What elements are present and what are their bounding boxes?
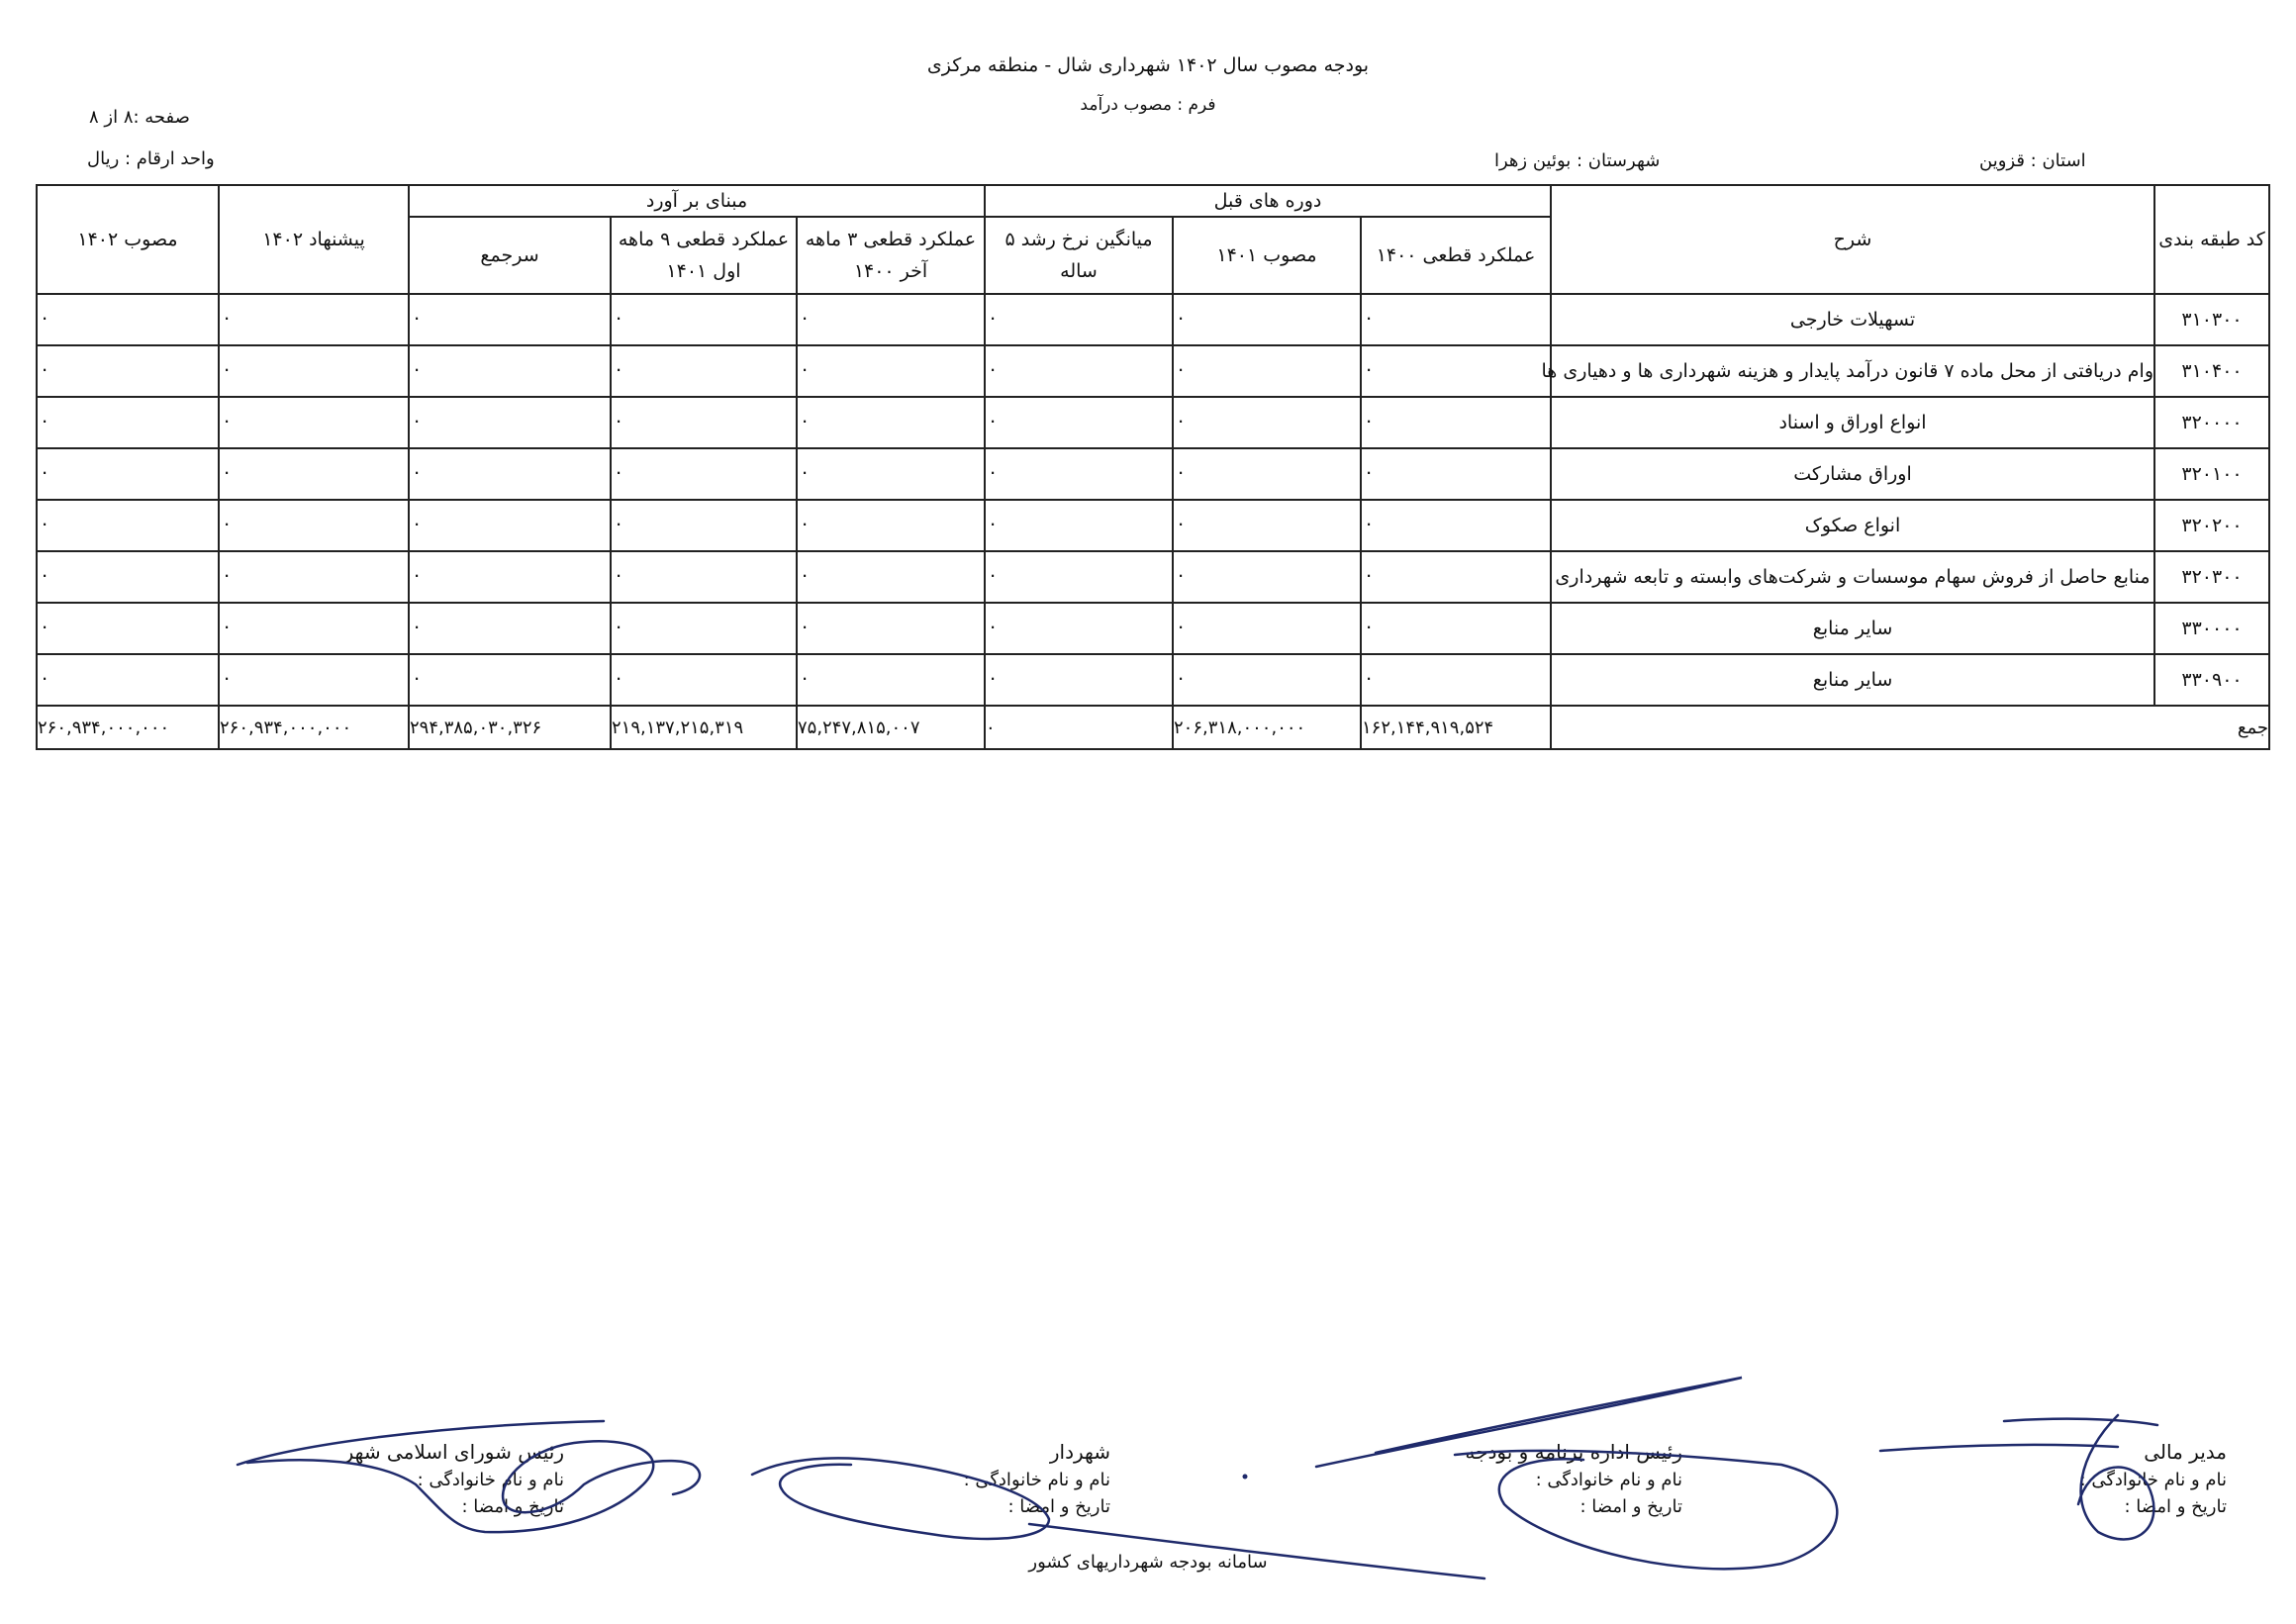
table-row [37,603,2269,654]
cell-avg-growth: ۰ [985,294,1173,345]
page-number: صفحه :۸ از ۸ [89,107,190,128]
county-label: شهرستان : بوئین زهرا [1494,150,1661,171]
cell-total: ۰ [409,500,611,551]
cell-approved-1401: ۰ [1173,603,1361,654]
row-code: ۳۱۰۳۰۰ [2154,294,2269,345]
cell-actual-3m: ۰ [797,448,985,500]
cell-actual-9m: ۰ [611,397,797,448]
signature-budget [1346,1440,1682,1517]
cell-approved-1401: ۰ [1173,397,1361,448]
row-code: ۳۲۰۱۰۰ [2154,448,2269,500]
cell-total: ۰ [409,294,611,345]
cell-avg-growth: ۰ [985,603,1173,654]
cell-total: ۰ [409,654,611,706]
header-avg-growth: میانگین نرخ رشد ۵ ساله [985,217,1173,294]
cell-actual-9m: ۰ [611,603,797,654]
cell-actual-9m: ۰ [611,654,797,706]
signature-budget-name: نام و نام خانوادگی : [1535,1470,1682,1490]
cell-approved-1402: ۰ [37,397,219,448]
cell-approved-1401: ۰ [1173,294,1361,345]
table-row [37,654,2269,706]
cell-actual-3m: ۰ [797,500,985,551]
cell-proposal-1402: ۰ [219,397,409,448]
signature-budget-title: رئیس اداره برنامه و بودجه [1465,1440,1682,1464]
row-code: ۳۳۰۹۰۰ [2154,654,2269,706]
header-approved-1401: مصوب ۱۴۰۱ [1173,217,1361,294]
signature-council [247,1440,564,1517]
signature-budget-date: تاریخ و امضا : [1579,1496,1682,1517]
cell-actual-1400: ۰ [1361,500,1551,551]
row-code: ۳۲۰۰۰۰ [2154,397,2269,448]
cell-approved-1402: ۰ [37,294,219,345]
cell-avg-growth: ۰ [985,345,1173,397]
cell-proposal-1402: ۰ [219,551,409,603]
row-code: ۳۲۰۳۰۰ [2154,551,2269,603]
total-row [37,706,2269,749]
cell-avg-growth: ۰ [985,654,1173,706]
total-label: جمع [1551,706,2269,749]
total-avg-growth: ۰ [985,706,1173,749]
cell-avg-growth: ۰ [985,500,1173,551]
cell-actual-3m: ۰ [797,654,985,706]
cell-proposal-1402: ۰ [219,448,409,500]
budget-table [36,184,2270,750]
cell-approved-1401: ۰ [1173,500,1361,551]
cell-proposal-1402: ۰ [219,603,409,654]
cell-actual-3m: ۰ [797,345,985,397]
cell-total: ۰ [409,551,611,603]
total-sum: ۲۹۴,۳۸۵,۰۳۰,۳۲۶ [409,706,611,749]
cell-proposal-1402: ۰ [219,500,409,551]
header-proposal-1402: پیشنهاد ۱۴۰۲ [219,185,409,294]
table-row [37,551,2269,603]
cell-total: ۰ [409,345,611,397]
cell-actual-1400: ۰ [1361,551,1551,603]
document-title: بودجه مصوب سال ۱۴۰۲ شهرداری شال - منطقه مرکزی [926,54,1370,76]
form-name: فرم : مصوب درآمد [1080,95,1216,115]
cell-actual-1400: ۰ [1361,397,1551,448]
table-row [37,397,2269,448]
signature-mayor-date: تاریخ و امضا : [1007,1496,1110,1517]
header-actual-9m: عملکرد قطعی ۹ ماهه اول ۱۴۰۱ [611,217,797,294]
cell-actual-3m: ۰ [797,603,985,654]
row-description: وام دریافتی از محل ماده ۷ قانون درآمد پایدار و هزینه شهرداری ها و دهیاری ها [1551,345,2154,397]
cell-approved-1402: ۰ [37,448,219,500]
row-code: ۳۲۰۲۰۰ [2154,500,2269,551]
total-proposal-1402: ۲۶۰,۹۳۴,۰۰۰,۰۰۰ [219,706,409,749]
signature-finance-title: مدیر مالی [2144,1440,2227,1464]
cell-actual-1400: ۰ [1361,294,1551,345]
row-code: ۳۱۰۴۰۰ [2154,345,2269,397]
cell-approved-1401: ۰ [1173,345,1361,397]
cell-approved-1402: ۰ [37,603,219,654]
cell-actual-3m: ۰ [797,294,985,345]
cell-approved-1402: ۰ [37,345,219,397]
row-description: انواع اوراق و اسناد [1551,397,2154,448]
cell-approved-1402: ۰ [37,654,219,706]
signature-finance-date: تاریخ و امضا : [2124,1496,2227,1517]
cell-actual-9m: ۰ [611,551,797,603]
header-code: کد طبقه بندی [2154,185,2269,294]
total-approved-1401: ۲۰۶,۳۱۸,۰۰۰,۰۰۰ [1173,706,1361,749]
table-row [37,448,2269,500]
cell-proposal-1402: ۰ [219,345,409,397]
cell-approved-1402: ۰ [37,551,219,603]
cell-actual-9m: ۰ [611,500,797,551]
unit-label: واحد ارقام : ریال [87,148,215,169]
signature-council-date: تاریخ و امضا : [461,1496,564,1517]
cell-actual-3m: ۰ [797,397,985,448]
header-actual-3m: عملکرد قطعی ۳ ماهه آخر ۱۴۰۰ [797,217,985,294]
cell-proposal-1402: ۰ [219,654,409,706]
cell-total: ۰ [409,603,611,654]
header-estimation-basis: مبنای بر آورد [409,185,985,217]
signature-council-title: رئیس شورای اسلامی شهر [343,1440,564,1464]
cell-total: ۰ [409,448,611,500]
signature-mayor [813,1440,1110,1517]
row-description: انواع صکوک [1551,500,2154,551]
cell-actual-9m: ۰ [611,345,797,397]
row-description: سایر منابع [1551,603,2154,654]
province-label: استان : قزوین [1979,150,2086,171]
cell-approved-1402: ۰ [37,500,219,551]
cell-avg-growth: ۰ [985,397,1173,448]
cell-actual-9m: ۰ [611,448,797,500]
header-approved-1402: مصوب ۱۴۰۲ [37,185,219,294]
header-actual-1400: عملکرد قطعی ۱۴۰۰ [1361,217,1551,294]
cell-actual-1400: ۰ [1361,345,1551,397]
table-row [37,345,2269,397]
header-previous-periods: دوره های قبل [985,185,1551,217]
cell-approved-1401: ۰ [1173,551,1361,603]
row-description: سایر منابع [1551,654,2154,706]
total-actual-3m: ۷۵,۲۴۷,۸۱۵,۰۰۷ [797,706,985,749]
cell-actual-1400: ۰ [1361,654,1551,706]
cell-approved-1401: ۰ [1173,654,1361,706]
signature-mayor-title: شهردار [1049,1440,1110,1464]
cell-avg-growth: ۰ [985,448,1173,500]
row-description: تسهیلات خارجی [1551,294,2154,345]
cell-actual-1400: ۰ [1361,448,1551,500]
signature-dot [1243,1475,1248,1480]
cell-actual-9m: ۰ [611,294,797,345]
signature-finance-name: نام و نام خانوادگی : [2079,1470,2227,1490]
cell-actual-1400: ۰ [1361,603,1551,654]
table-row [37,500,2269,551]
total-actual-1400: ۱۶۲,۱۴۴,۹۱۹,۵۲۴ [1361,706,1551,749]
header-total: سرجمع [409,217,611,294]
cell-approved-1401: ۰ [1173,448,1361,500]
cell-actual-3m: ۰ [797,551,985,603]
table-row [37,294,2269,345]
header-description: شرح [1551,185,2154,294]
row-description: اوراق مشارکت [1551,448,2154,500]
total-actual-9m: ۲۱۹,۱۳۷,۲۱۵,۳۱۹ [611,706,797,749]
cell-total: ۰ [409,397,611,448]
footer-system-name: سامانه بودجه شهرداریهای کشور [1028,1552,1268,1573]
cell-avg-growth: ۰ [985,551,1173,603]
signature-finance [1930,1440,2227,1517]
signature-council-name: نام و نام خانوادگی : [417,1470,564,1490]
cell-proposal-1402: ۰ [219,294,409,345]
signature-mayor-name: نام و نام خانوادگی : [963,1470,1110,1490]
row-code: ۳۳۰۰۰۰ [2154,603,2269,654]
row-description: منابع حاصل از فروش سهام موسسات و شرکت‌های وابسته و تابعه شهرداری [1551,551,2154,603]
total-approved-1402: ۲۶۰,۹۳۴,۰۰۰,۰۰۰ [37,706,219,749]
